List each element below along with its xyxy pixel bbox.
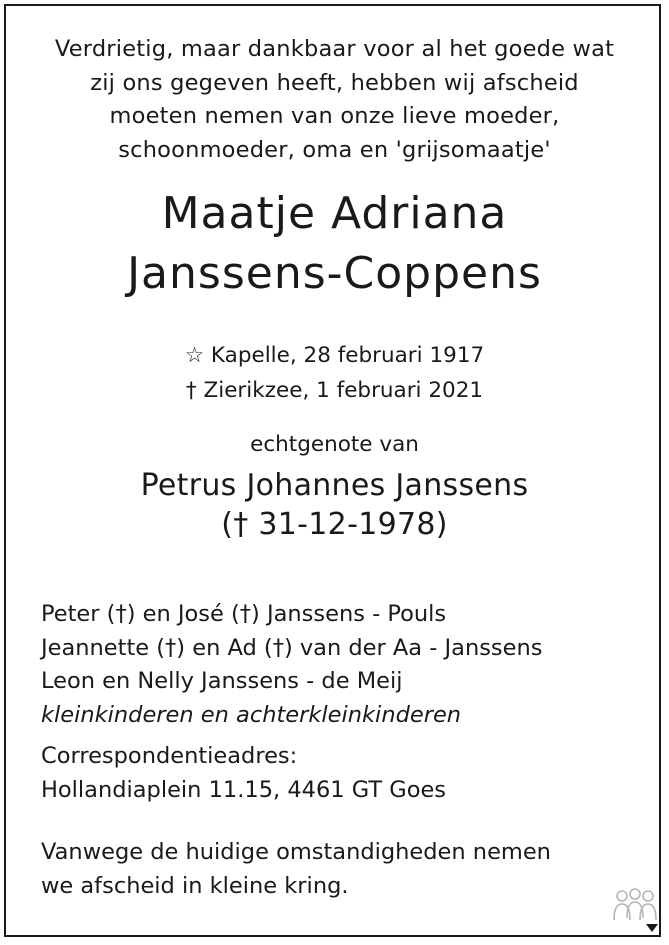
grandchildren-line: kleinkinderen en achterkleinkinderen xyxy=(41,701,462,728)
life-dates xyxy=(0,338,669,408)
family-line: Peter (†) en José (†) Janssens - Pouls xyxy=(41,601,447,627)
spouse-label: echtgenote van xyxy=(250,432,419,457)
closing-text xyxy=(41,836,651,903)
family-list xyxy=(41,598,651,732)
correspondence-label: Correspondentieadres: xyxy=(41,743,298,769)
closing-line: we afscheid in kleine kring. xyxy=(41,872,349,899)
intro-line: Verdrietig, maar dankbaar voor al het goede wat xyxy=(54,36,615,62)
intro-line: zij ons gegeven heeft, hebben wij afscheid xyxy=(90,69,579,96)
closing-line: Vanwege de huidige omstandigheden nemen xyxy=(41,839,551,865)
family-line: Leon en Nelly Janssens - de Meij xyxy=(41,668,403,694)
spouse-name: Petrus Johannes Janssens xyxy=(140,468,529,503)
intro-line: schoonmoeder, oma en 'grijsomaatje' xyxy=(118,136,551,163)
family-group-icon[interactable] xyxy=(610,886,660,934)
deceased-name-line: Janssens-Coppens xyxy=(127,248,542,299)
correspondence-address: Hollandiaplein 11.15, 4461 GT Goes xyxy=(41,776,447,803)
intro-text xyxy=(0,33,669,167)
deceased-name-line: Maatje Adriana xyxy=(161,188,508,239)
deceased-name xyxy=(0,184,669,304)
birth-date: ☆ Kapelle, 28 februari 1917 xyxy=(184,343,485,368)
correspondence xyxy=(41,740,651,807)
spouse-death-date: († 31-12-1978) xyxy=(221,507,448,542)
family-line: Jeannette (†) en Ad (†) van der Aa - Janssens xyxy=(41,634,543,661)
corner-arrow-icon xyxy=(646,924,658,932)
intro-line: moeten nemen van onze lieve moeder, xyxy=(109,103,560,129)
spouse xyxy=(0,466,669,544)
death-date: † Zierikzee, 1 februari 2021 xyxy=(185,378,484,403)
